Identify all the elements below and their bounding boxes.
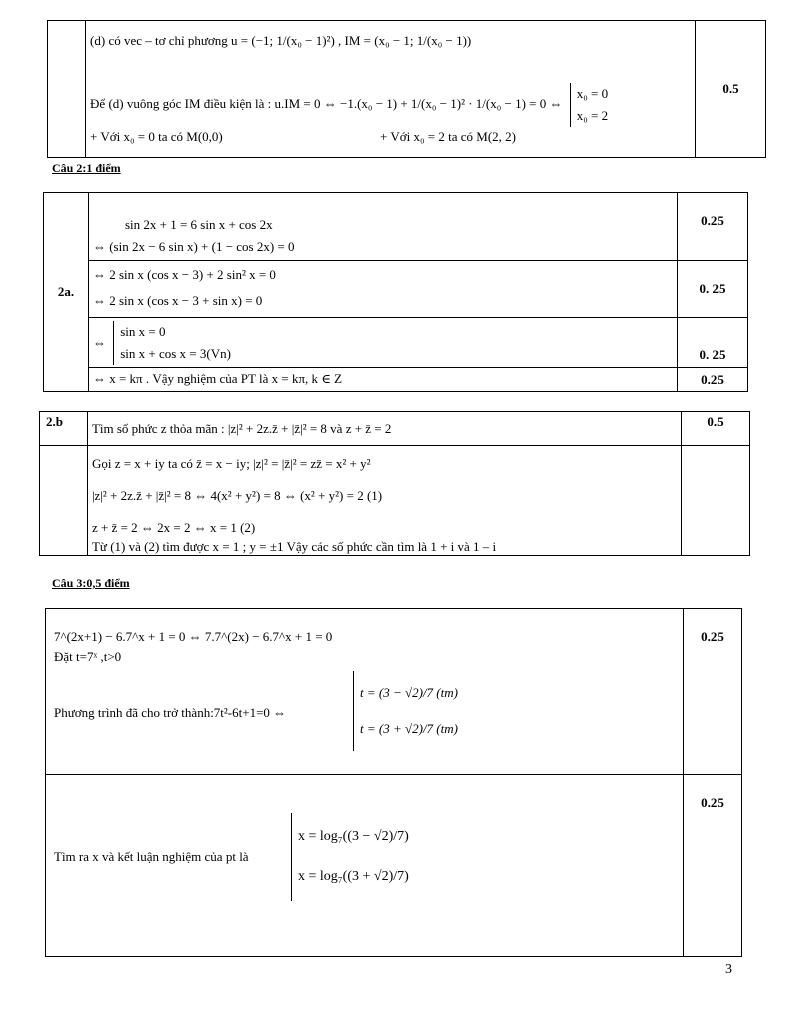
q3-row1-system-bracket: [353, 671, 458, 751]
cau2-label: Câu 2:1 điểm: [52, 161, 121, 175]
cau3-label: Câu 3:0,5 điểm: [52, 576, 130, 590]
q2b-body-label-cell: [40, 446, 88, 556]
q3-row1-line3: Phương trình đã cho trở thành:7t²-6t+1=0 ⇔: [54, 705, 287, 720]
q2b-line3: z + z̄ = 2 ⇔ 2x = 2 ⇔ x = 1 (2): [91, 520, 256, 535]
q2a-table: [43, 192, 748, 392]
q3-row1-system: [353, 671, 458, 751]
q1-sys-line-2: x₀ = 2: [576, 108, 609, 123]
q3-row2-text: Tìm ra x và kết luận nghiệm của pt là: [54, 849, 249, 864]
q2a-row4-score: 0.25: [678, 368, 748, 392]
q1-perpendicular-text: Để (d) vuông góc IM điều kiện là : u.IM = 0 ⇔ −1.(x₀ − 1) + 1/(x₀ − 1)² · 1/(x₀ − 1) = 0 ⇔: [90, 95, 563, 111]
page-number: 3: [725, 962, 732, 977]
q3-row1-sys-1: t = (3 − √2)/7 (tm): [360, 685, 458, 700]
q3-row1-score: 0.25: [684, 609, 742, 775]
q2a-row3-sys-2: sin x + cos x = 3(Vn): [120, 346, 231, 361]
q2b-table: [39, 411, 750, 556]
q3-row1-line1: 7^(2x+1) − 6.7^x + 1 = 0 ⇔ 7.7^(2x) − 6.7^x + 1 = 0: [54, 629, 333, 644]
q1-case-b: + Với x₀ = 2 ta có M(2, 2): [380, 129, 517, 144]
q3-row1: [46, 609, 684, 775]
q2b-line4: Từ (1) và (2) tìm được x = 1 ; y = ±1 Vậy các số phức cần tìm là 1 + i và 1 – i: [91, 539, 497, 554]
q2b-header: [87, 412, 681, 446]
q2a-label: 2a.: [44, 193, 89, 392]
q2b-body: [87, 446, 681, 556]
q2a-row1-score: 0.25: [678, 193, 748, 261]
q2a-row2: [88, 261, 677, 318]
q2b-header-text: Tìm số phức z thỏa mãn : |z|² + 2z.z̄ + |z̄|² = 8 và z + z̄ = 2: [91, 421, 392, 436]
q1-tail-content-cell: [86, 21, 696, 158]
q2b-score: 0.5: [682, 412, 750, 446]
q1-case-a: + Với x₀ = 0 ta có M(0,0): [90, 129, 223, 144]
q3-table: [45, 608, 742, 957]
q2a-row2-score: 0. 25: [678, 261, 748, 318]
q1-perpendicular-system: [570, 83, 608, 127]
q2a-row3: [88, 318, 677, 368]
q2b-body-score-cell: [682, 446, 750, 556]
q3-row2-system: [291, 813, 409, 901]
q3-row2-score: 0.25: [684, 775, 742, 957]
q2b-line2: |z|² + 2z.z̄ + |z̄|² = 8 ⇔ 4(x² + y²) = 8 ⇔ (x² + y²) = 2 (1): [91, 488, 383, 503]
q1-score: 0.5: [695, 21, 765, 158]
q2b-line1: Gọi z = x + iy ta có z̄ = x − iy; |z|² = |z̄|² = zz̄ = x² + y²: [91, 456, 371, 471]
q1-perpendicular-line: [90, 83, 608, 127]
q2a-row3-prefix: ⇔: [92, 335, 106, 350]
q1-tail-label-cell: [48, 21, 86, 158]
q1-sys-line-1: x₀ = 0: [576, 86, 609, 101]
q2a-row1: [88, 193, 677, 261]
q2a-row2-line2: ⇔ 2 sin x (cos x − 3 + sin x) = 0: [92, 293, 263, 308]
q3-row2: [46, 775, 684, 957]
q2a-row4-line: ⇔ x = kπ . Vậy nghiệm của PT là x = kπ, k ∈ Z: [92, 371, 343, 386]
q2a-row2-line1: ⇔ 2 sin x (cos x − 3) + 2 sin² x = 0: [92, 267, 276, 282]
q1-tail-table: [47, 20, 766, 158]
q3-row1-sys-2: t = (3 + √2)/7 (tm): [360, 721, 458, 736]
q2a-row1-line1: sin 2x + 1 = 6 sin x + cos 2x: [124, 217, 273, 232]
q2a-row3-score: 0. 25: [678, 318, 748, 368]
q3-row2-sys-1: x = log₇((3 − √2)/7): [298, 829, 409, 844]
q2a-row3-sys-1: sin x = 0: [120, 324, 166, 339]
q1-direction-vector-line: (d) có vec – tơ chỉ phương u = (−1; 1/(x₀ − 1)²) , IM = (x₀ − 1; 1/(x₀ − 1)): [90, 33, 472, 48]
q3-row1-line2: Đặt t=7ˣ ,t>0: [54, 649, 122, 664]
q3-row2-sys-2: x = log₇((3 + √2)/7): [298, 869, 409, 884]
q3-row2-system-bracket: [291, 813, 409, 901]
q2a-row4: [88, 368, 677, 392]
q2b-label: 2.b: [40, 412, 88, 446]
q2a-row3-system: [113, 321, 231, 365]
q2a-row3-content: [93, 321, 231, 365]
q2a-row1-line2: ⇔ (sin 2x − 6 sin x) + (1 − cos 2x) = 0: [92, 239, 295, 254]
